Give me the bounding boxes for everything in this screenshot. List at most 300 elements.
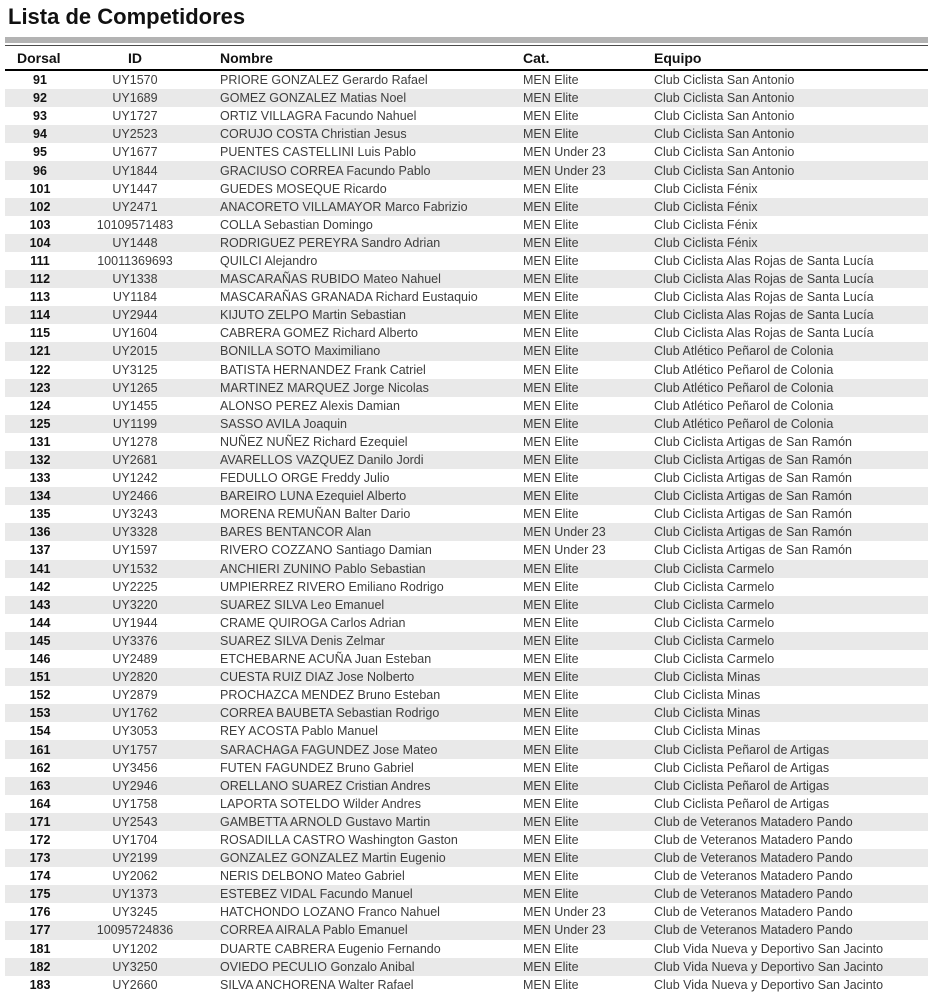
cell-dorsal: 161 bbox=[29, 742, 51, 757]
cell-equipo: Club Ciclista Carmelo bbox=[654, 579, 775, 594]
cell-id: UY1762 bbox=[112, 706, 158, 721]
cell-nombre: REY ACOSTA Pablo Manuel bbox=[220, 724, 378, 739]
cell-dorsal: 177 bbox=[29, 923, 51, 938]
cell-equipo: Club Ciclista San Antonio bbox=[654, 163, 795, 178]
cell-cat: MEN Under 23 bbox=[523, 163, 606, 178]
competitors-page bbox=[0, 4, 933, 994]
cell-cat: MEN Elite bbox=[523, 398, 579, 413]
cell-cat: MEN Elite bbox=[523, 326, 579, 341]
competitors-table bbox=[5, 45, 928, 994]
cell-equipo: Club de Veteranos Matadero Pando bbox=[654, 923, 853, 938]
cell-dorsal: 181 bbox=[29, 941, 51, 956]
cell-nombre: ANACORETO VILLAMAYOR Marco Fabrizio bbox=[220, 199, 468, 214]
cell-id: UY1447 bbox=[112, 181, 158, 196]
cell-dorsal: 132 bbox=[29, 453, 51, 468]
table-row bbox=[5, 89, 928, 107]
table-row bbox=[5, 722, 928, 740]
cell-dorsal: 94 bbox=[33, 127, 47, 142]
cell-dorsal: 111 bbox=[30, 253, 50, 268]
table-row bbox=[5, 379, 928, 397]
cell-dorsal: 124 bbox=[29, 398, 51, 413]
table-row bbox=[5, 795, 928, 813]
cell-equipo: Club Ciclista Artigas de San Ramón bbox=[654, 489, 853, 504]
cell-equipo: Club Ciclista San Antonio bbox=[654, 145, 795, 160]
column-header-id: ID bbox=[75, 46, 195, 71]
cell-cat: MEN Elite bbox=[523, 380, 579, 395]
cell-id: UY1338 bbox=[112, 272, 158, 287]
cell-dorsal: 141 bbox=[29, 561, 51, 576]
cell-equipo: Club Atlético Peñarol de Colonia bbox=[654, 398, 834, 413]
cell-equipo: Club Ciclista San Antonio bbox=[654, 91, 795, 106]
cell-dorsal: 145 bbox=[29, 633, 51, 648]
cell-dorsal: 91 bbox=[33, 73, 47, 88]
cell-nombre: ETCHEBARNE ACUÑA Juan Esteban bbox=[220, 652, 432, 667]
cell-id: UY1604 bbox=[112, 326, 158, 341]
cell-id: UY1184 bbox=[112, 290, 158, 305]
cell-equipo: Club de Veteranos Matadero Pando bbox=[654, 851, 853, 866]
table-row bbox=[5, 161, 928, 179]
cell-equipo: Club Ciclista Peñarol de Artigas bbox=[654, 778, 830, 793]
cell-nombre: GRACIUSO CORREA Facundo Pablo bbox=[220, 163, 431, 178]
cell-dorsal: 172 bbox=[29, 832, 51, 847]
cell-id: UY1844 bbox=[112, 163, 158, 178]
table-row bbox=[5, 596, 928, 614]
cell-id: UY2543 bbox=[112, 814, 158, 829]
cell-nombre: RODRIGUEZ PEREYRA Sandro Adrian bbox=[220, 235, 441, 250]
cell-equipo: Club de Veteranos Matadero Pando bbox=[654, 814, 853, 829]
cell-equipo: Club Ciclista Fénix bbox=[654, 235, 758, 250]
cell-equipo: Club Ciclista San Antonio bbox=[654, 109, 795, 124]
cell-dorsal: 113 bbox=[29, 290, 51, 305]
table-row bbox=[5, 198, 928, 216]
cell-dorsal: 171 bbox=[29, 814, 51, 829]
cell-equipo: Club Ciclista Minas bbox=[654, 670, 761, 685]
cell-equipo: Club Ciclista Alas Rojas de Santa Lucía bbox=[654, 272, 874, 287]
cell-id: UY1448 bbox=[112, 235, 158, 250]
cell-cat: MEN Elite bbox=[523, 434, 579, 449]
cell-id: UY1597 bbox=[112, 543, 158, 558]
cell-dorsal: 143 bbox=[29, 597, 51, 612]
table-row bbox=[5, 541, 928, 559]
cell-cat: MEN Elite bbox=[523, 760, 579, 775]
table-row bbox=[5, 958, 928, 976]
cell-nombre: MASCARAÑAS RUBIDO Mateo Nahuel bbox=[220, 272, 441, 287]
cell-cat: MEN Elite bbox=[523, 814, 579, 829]
cell-id: UY3243 bbox=[112, 507, 158, 522]
cell-dorsal: 163 bbox=[29, 778, 51, 793]
cell-dorsal: 173 bbox=[29, 851, 51, 866]
cell-equipo: Club Ciclista Artigas de San Ramón bbox=[654, 507, 853, 522]
cell-cat: MEN Under 23 bbox=[523, 923, 606, 938]
cell-cat: MEN Elite bbox=[523, 199, 579, 214]
cell-equipo: Club Ciclista San Antonio bbox=[654, 73, 795, 88]
table-row bbox=[5, 469, 928, 487]
cell-nombre: OVIEDO PECULIO Gonzalo Anibal bbox=[220, 959, 415, 974]
cell-id: UY3456 bbox=[112, 760, 158, 775]
cell-dorsal: 122 bbox=[29, 362, 51, 377]
cell-cat: MEN Elite bbox=[523, 453, 579, 468]
table-row bbox=[5, 143, 928, 161]
cell-id: UY1199 bbox=[112, 416, 158, 431]
cell-cat: MEN Elite bbox=[523, 851, 579, 866]
cell-equipo: Club Ciclista Carmelo bbox=[654, 615, 775, 630]
cell-cat: MEN Elite bbox=[523, 416, 579, 431]
cell-cat: MEN Elite bbox=[523, 344, 579, 359]
cell-nombre: PRIORE GONZALEZ Gerardo Rafael bbox=[220, 73, 428, 88]
cell-dorsal: 144 bbox=[29, 615, 51, 630]
cell-dorsal: 133 bbox=[29, 471, 51, 486]
table-row bbox=[5, 704, 928, 722]
table-row bbox=[5, 578, 928, 596]
cell-cat: MEN Elite bbox=[523, 489, 579, 504]
cell-equipo: Club Ciclista Artigas de San Ramón bbox=[654, 434, 853, 449]
cell-dorsal: 153 bbox=[29, 706, 51, 721]
cell-dorsal: 136 bbox=[29, 525, 51, 540]
cell-nombre: ESTEBEZ VIDAL Facundo Manuel bbox=[220, 887, 413, 902]
cell-cat: MEN Elite bbox=[523, 217, 579, 232]
cell-dorsal: 142 bbox=[29, 579, 51, 594]
cell-cat: MEN Elite bbox=[523, 561, 579, 576]
cell-nombre: AVARELLOS VAZQUEZ Danilo Jordi bbox=[220, 453, 424, 468]
cell-nombre: DUARTE CABRERA Eugenio Fernando bbox=[220, 941, 441, 956]
cell-nombre: NERIS DELBONO Mateo Gabriel bbox=[220, 869, 405, 884]
column-header-nombre: Nombre bbox=[195, 46, 515, 71]
cell-nombre: SUAREZ SILVA Denis Zelmar bbox=[220, 633, 385, 648]
table-row bbox=[5, 632, 928, 650]
cell-id: UY1570 bbox=[112, 73, 158, 88]
cell-id: UY2946 bbox=[112, 778, 158, 793]
cell-id: UY2471 bbox=[112, 199, 158, 214]
cell-cat: MEN Elite bbox=[523, 706, 579, 721]
cell-nombre: CABRERA GOMEZ Richard Alberto bbox=[220, 326, 418, 341]
cell-id: UY1757 bbox=[112, 742, 158, 757]
cell-id: UY1265 bbox=[112, 380, 158, 395]
cell-dorsal: 131 bbox=[29, 434, 51, 449]
cell-dorsal: 92 bbox=[33, 91, 47, 106]
cell-dorsal: 104 bbox=[29, 235, 51, 250]
cell-equipo: Club Atlético Peñarol de Colonia bbox=[654, 344, 834, 359]
table-row bbox=[5, 107, 928, 125]
table-row bbox=[5, 487, 928, 505]
table-row bbox=[5, 813, 928, 831]
header-row bbox=[5, 46, 928, 71]
table-row bbox=[5, 505, 928, 523]
cell-nombre: SASSO AVILA Joaquin bbox=[220, 416, 347, 431]
cell-id: UY3328 bbox=[112, 525, 158, 540]
cell-cat: MEN Elite bbox=[523, 579, 579, 594]
cell-nombre: SUAREZ SILVA Leo Emanuel bbox=[220, 597, 385, 612]
cell-nombre: GONZALEZ GONZALEZ Martin Eugenio bbox=[220, 851, 446, 866]
cell-cat: MEN Elite bbox=[523, 615, 579, 630]
cell-equipo: Club Vida Nueva y Deportivo San Jacinto bbox=[654, 959, 884, 974]
cell-id: UY1455 bbox=[112, 398, 158, 413]
table-row bbox=[5, 668, 928, 686]
cell-cat: MEN Elite bbox=[523, 959, 579, 974]
cell-equipo: Club Ciclista Carmelo bbox=[654, 561, 775, 576]
cell-dorsal: 154 bbox=[29, 724, 51, 739]
cell-id: UY1373 bbox=[112, 887, 158, 902]
cell-equipo: Club Atlético Peñarol de Colonia bbox=[654, 362, 834, 377]
cell-id: UY2523 bbox=[112, 127, 158, 142]
cell-equipo: Club Atlético Peñarol de Colonia bbox=[654, 380, 834, 395]
cell-nombre: BATISTA HERNANDEZ Frank Catriel bbox=[220, 362, 426, 377]
cell-nombre: MARTINEZ MARQUEZ Jorge Nicolas bbox=[220, 380, 429, 395]
table-row bbox=[5, 451, 928, 469]
cell-equipo: Club de Veteranos Matadero Pando bbox=[654, 887, 853, 902]
cell-cat: MEN Under 23 bbox=[523, 525, 606, 540]
table-row bbox=[5, 903, 928, 921]
cell-equipo: Club Ciclista Artigas de San Ramón bbox=[654, 525, 853, 540]
cell-id: UY1278 bbox=[112, 434, 158, 449]
table-row bbox=[5, 614, 928, 632]
cell-id: UY1202 bbox=[112, 941, 158, 956]
cell-nombre: CORUJO COSTA Christian Jesus bbox=[220, 127, 407, 142]
cell-dorsal: 125 bbox=[29, 416, 51, 431]
cell-cat: MEN Elite bbox=[523, 796, 579, 811]
cell-nombre: SARACHAGA FAGUNDEZ Jose Mateo bbox=[220, 742, 438, 757]
cell-id: UY3125 bbox=[112, 362, 158, 377]
title-divider-bar bbox=[5, 37, 928, 43]
cell-id: UY3053 bbox=[112, 724, 158, 739]
cell-cat: MEN Elite bbox=[523, 832, 579, 847]
table-row bbox=[5, 650, 928, 668]
cell-equipo: Club Ciclista Minas bbox=[654, 688, 761, 703]
cell-id: UY1677 bbox=[112, 145, 158, 160]
cell-cat: MEN Elite bbox=[523, 941, 579, 956]
cell-id: UY2062 bbox=[112, 869, 158, 884]
cell-cat: MEN Elite bbox=[523, 181, 579, 196]
cell-dorsal: 146 bbox=[29, 652, 51, 667]
cell-equipo: Club Ciclista Carmelo bbox=[654, 652, 775, 667]
cell-dorsal: 135 bbox=[29, 507, 51, 522]
cell-id: UY1242 bbox=[112, 471, 158, 486]
table-row bbox=[5, 433, 928, 451]
cell-equipo: Club Ciclista Peñarol de Artigas bbox=[654, 796, 830, 811]
cell-id: UY1532 bbox=[112, 561, 158, 576]
table-row bbox=[5, 940, 928, 958]
cell-dorsal: 96 bbox=[33, 163, 47, 178]
cell-cat: MEN Elite bbox=[523, 127, 579, 142]
table-row bbox=[5, 759, 928, 777]
cell-equipo: Club Ciclista Fénix bbox=[654, 199, 758, 214]
column-header-equipo: Equipo bbox=[648, 46, 928, 71]
cell-nombre: RIVERO COZZANO Santiago Damian bbox=[220, 543, 432, 558]
cell-id: 10095724836 bbox=[96, 923, 174, 938]
cell-nombre: BAREIRO LUNA Ezequiel Alberto bbox=[220, 489, 407, 504]
cell-id: UY2660 bbox=[112, 977, 158, 992]
cell-cat: MEN Elite bbox=[523, 91, 579, 106]
cell-nombre: BARES BENTANCOR Alan bbox=[220, 525, 372, 540]
cell-nombre: ROSADILLA CASTRO Washington Gaston bbox=[220, 832, 458, 847]
cell-id: UY2681 bbox=[112, 453, 158, 468]
table-row bbox=[5, 342, 928, 360]
table-row bbox=[5, 361, 928, 379]
cell-id: UY1944 bbox=[112, 615, 158, 630]
table-row bbox=[5, 885, 928, 903]
cell-id: UY2225 bbox=[112, 579, 158, 594]
cell-dorsal: 93 bbox=[33, 109, 47, 124]
cell-nombre: ALONSO PEREZ Alexis Damian bbox=[220, 398, 400, 413]
table-row bbox=[5, 216, 928, 234]
cell-id: UY1689 bbox=[112, 91, 158, 106]
cell-dorsal: 182 bbox=[29, 959, 51, 974]
cell-dorsal: 164 bbox=[29, 796, 51, 811]
cell-id: 10011369693 bbox=[97, 253, 173, 268]
cell-equipo: Club Vida Nueva y Deportivo San Jacinto bbox=[654, 941, 884, 956]
cell-equipo: Club Ciclista Artigas de San Ramón bbox=[654, 453, 853, 468]
cell-cat: MEN Elite bbox=[523, 742, 579, 757]
cell-cat: MEN Elite bbox=[523, 977, 579, 992]
cell-equipo: Club Ciclista Artigas de San Ramón bbox=[654, 471, 853, 486]
cell-equipo: Club Ciclista Minas bbox=[654, 724, 761, 739]
cell-nombre: ORTIZ VILLAGRA Facundo Nahuel bbox=[220, 109, 417, 124]
cell-id: UY2199 bbox=[112, 851, 158, 866]
cell-dorsal: 102 bbox=[29, 199, 51, 214]
cell-nombre: GUEDES MOSEQUE Ricardo bbox=[220, 181, 387, 196]
column-header-cat: Cat. bbox=[515, 46, 648, 71]
cell-cat: MEN Under 23 bbox=[523, 145, 606, 160]
cell-dorsal: 137 bbox=[29, 543, 51, 558]
cell-dorsal: 175 bbox=[29, 887, 51, 902]
cell-cat: MEN Elite bbox=[523, 253, 579, 268]
page-title: Lista de Competidores bbox=[8, 4, 246, 29]
table-row bbox=[5, 523, 928, 541]
cell-cat: MEN Elite bbox=[523, 308, 579, 323]
table-row bbox=[5, 777, 928, 795]
cell-equipo: Club Ciclista Fénix bbox=[654, 217, 758, 232]
table-row bbox=[5, 831, 928, 849]
cell-cat: MEN Elite bbox=[523, 272, 579, 287]
cell-nombre: MASCARAÑAS GRANADA Richard Eustaquio bbox=[220, 290, 478, 305]
cell-cat: MEN Elite bbox=[523, 290, 579, 305]
cell-id: UY2820 bbox=[112, 670, 158, 685]
cell-nombre: FUTEN FAGUNDEZ Bruno Gabriel bbox=[220, 760, 414, 775]
table-row bbox=[5, 849, 928, 867]
cell-equipo: Club Ciclista Alas Rojas de Santa Lucía bbox=[654, 253, 874, 268]
cell-id: UY2489 bbox=[112, 652, 158, 667]
table-row bbox=[5, 867, 928, 885]
cell-dorsal: 183 bbox=[29, 977, 51, 992]
cell-dorsal: 134 bbox=[29, 489, 51, 504]
cell-dorsal: 95 bbox=[33, 145, 47, 160]
cell-equipo: Club Ciclista San Antonio bbox=[654, 127, 795, 142]
table-row bbox=[5, 125, 928, 143]
table-body bbox=[5, 70, 928, 994]
cell-equipo: Club Ciclista Alas Rojas de Santa Lucía bbox=[654, 326, 874, 341]
cell-dorsal: 103 bbox=[29, 217, 51, 232]
cell-nombre: LAPORTA SOTELDO Wilder Andres bbox=[220, 796, 421, 811]
cell-equipo: Club Ciclista Fénix bbox=[654, 181, 758, 196]
cell-nombre: UMPIERREZ RIVERO Emiliano Rodrigo bbox=[220, 579, 444, 594]
table-row bbox=[5, 180, 928, 198]
cell-id: UY1727 bbox=[112, 109, 158, 124]
cell-id: UY2879 bbox=[112, 688, 158, 703]
cell-equipo: Club de Veteranos Matadero Pando bbox=[654, 832, 853, 847]
table-row bbox=[5, 397, 928, 415]
cell-dorsal: 151 bbox=[29, 670, 51, 685]
cell-nombre: QUILCI Alejandro bbox=[220, 253, 318, 268]
cell-id: UY3376 bbox=[112, 633, 158, 648]
cell-id: UY3220 bbox=[112, 597, 158, 612]
table-row bbox=[5, 270, 928, 288]
cell-equipo: Club Ciclista Carmelo bbox=[654, 597, 775, 612]
cell-nombre: KIJUTO ZELPO Martin Sebastian bbox=[220, 308, 406, 323]
table-row bbox=[5, 686, 928, 704]
cell-equipo: Club de Veteranos Matadero Pando bbox=[654, 905, 853, 920]
cell-id: 10109571483 bbox=[96, 217, 174, 232]
cell-cat: MEN Elite bbox=[523, 688, 579, 703]
cell-equipo: Club Ciclista Minas bbox=[654, 706, 761, 721]
cell-cat: MEN Elite bbox=[523, 362, 579, 377]
cell-nombre: HATCHONDO LOZANO Franco Nahuel bbox=[220, 905, 440, 920]
cell-cat: MEN Elite bbox=[523, 109, 579, 124]
cell-cat: MEN Elite bbox=[523, 507, 579, 522]
table-row bbox=[5, 306, 928, 324]
cell-cat: MEN Under 23 bbox=[523, 543, 606, 558]
cell-nombre: FEDULLO ORGE Freddy Julio bbox=[220, 471, 390, 486]
cell-cat: MEN Elite bbox=[523, 471, 579, 486]
cell-id: UY3245 bbox=[112, 905, 158, 920]
cell-cat: MEN Elite bbox=[523, 778, 579, 793]
cell-equipo: Club Ciclista Alas Rojas de Santa Lucía bbox=[654, 290, 874, 305]
cell-dorsal: 115 bbox=[29, 326, 51, 341]
cell-nombre: NUÑEZ NUÑEZ Richard Ezequiel bbox=[220, 434, 408, 449]
cell-nombre: CUESTA RUIZ DIAZ Jose Nolberto bbox=[220, 670, 415, 685]
cell-nombre: SILVA ANCHORENA Walter Rafael bbox=[220, 977, 414, 992]
cell-cat: MEN Elite bbox=[523, 887, 579, 902]
cell-id: UY3250 bbox=[112, 959, 158, 974]
table-row bbox=[5, 976, 928, 994]
table-row bbox=[5, 288, 928, 306]
table-row bbox=[5, 324, 928, 342]
cell-dorsal: 152 bbox=[29, 688, 51, 703]
cell-id: UY2466 bbox=[112, 489, 158, 504]
cell-dorsal: 123 bbox=[29, 380, 51, 395]
cell-equipo: Club Ciclista Carmelo bbox=[654, 633, 775, 648]
column-header-dorsal: Dorsal bbox=[5, 46, 75, 71]
table-row bbox=[5, 560, 928, 578]
table-row bbox=[5, 921, 928, 939]
cell-equipo: Club Ciclista Artigas de San Ramón bbox=[654, 543, 853, 558]
cell-dorsal: 121 bbox=[29, 344, 51, 359]
table-row bbox=[5, 415, 928, 433]
cell-equipo: Club Ciclista Peñarol de Artigas bbox=[654, 742, 830, 757]
cell-cat: MEN Under 23 bbox=[523, 905, 606, 920]
cell-nombre: PROCHAZCA MENDEZ Bruno Esteban bbox=[220, 688, 441, 703]
cell-nombre: GOMEZ GONZALEZ Matias Noel bbox=[220, 91, 407, 106]
table-row bbox=[5, 70, 928, 89]
cell-id: UY2015 bbox=[112, 344, 158, 359]
cell-cat: MEN Elite bbox=[523, 670, 579, 685]
cell-nombre: CORREA AIRALA Pablo Emanuel bbox=[220, 923, 408, 938]
cell-nombre: MORENA REMUÑAN Balter Dario bbox=[220, 507, 411, 522]
cell-dorsal: 176 bbox=[29, 905, 51, 920]
table-row bbox=[5, 234, 928, 252]
cell-equipo: Club Ciclista Peñarol de Artigas bbox=[654, 760, 830, 775]
cell-dorsal: 174 bbox=[29, 869, 51, 884]
cell-cat: MEN Elite bbox=[523, 724, 579, 739]
cell-cat: MEN Elite bbox=[523, 73, 579, 88]
cell-cat: MEN Elite bbox=[523, 597, 579, 612]
cell-dorsal: 101 bbox=[29, 181, 51, 196]
cell-nombre: CRAME QUIROGA Carlos Adrian bbox=[220, 615, 406, 630]
cell-id: UY1758 bbox=[112, 796, 158, 811]
cell-cat: MEN Elite bbox=[523, 652, 579, 667]
cell-equipo: Club Vida Nueva y Deportivo San Jacinto bbox=[654, 977, 884, 992]
cell-nombre: BONILLA SOTO Maximiliano bbox=[220, 344, 381, 359]
cell-cat: MEN Elite bbox=[523, 869, 579, 884]
cell-nombre: CORREA BAUBETA Sebastian Rodrigo bbox=[220, 706, 440, 721]
